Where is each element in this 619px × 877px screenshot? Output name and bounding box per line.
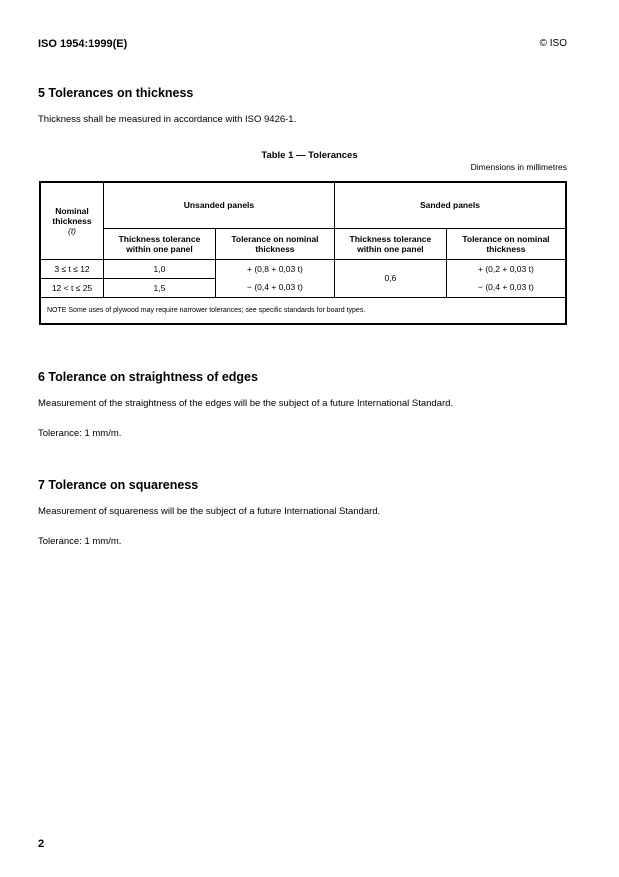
tolerances-table	[39, 181, 567, 325]
section-5-heading: 5 Tolerances on thickness	[38, 86, 194, 100]
header-text: within one panel	[126, 243, 193, 254]
section-6-heading: 6 Tolerance on straightness of edges	[38, 370, 258, 384]
page-number: 2	[38, 838, 45, 850]
sanded-within-cell: 0,6	[334, 259, 446, 297]
table-row	[40, 259, 566, 278]
unsanded-tolerance-minus-cell: − (0,4 + 0,03 t)	[215, 278, 334, 297]
sanded-tolerance-minus-cell: − (0,4 + 0,03 t)	[446, 278, 566, 297]
nominal-thickness-header	[40, 182, 104, 259]
header-text: thickness	[255, 243, 295, 254]
nominal-header-symbol: (t)	[67, 225, 77, 236]
table-dimensions-note: Dimensions in millimetres	[470, 162, 567, 172]
unsanded-tolerance-plus-cell: + (0,8 + 0,03 t)	[215, 259, 334, 278]
document-id: ISO 1954:1999(E)	[38, 38, 128, 50]
nominal-header-line2: thickness	[52, 215, 92, 226]
section-6-text: Measurement of the straightness of the edges will be the subject of a future International Standard.	[38, 398, 454, 409]
sanded-within-panel-header	[334, 228, 446, 259]
section-7-tolerance: Tolerance: 1 mm/m.	[38, 536, 122, 547]
header-text: Tolerance on nominal	[462, 233, 550, 244]
sanded-tolerance-plus-cell: + (0,2 + 0,03 t)	[446, 259, 566, 278]
nominal-header-line1: Nominal	[55, 205, 89, 216]
thickness-range-cell: 12 < t ≤ 25	[40, 278, 104, 297]
sanded-nominal-tolerance-header	[446, 228, 566, 259]
unsanded-panels-header: Unsanded panels	[104, 182, 335, 228]
sanded-panels-header: Sanded panels	[334, 182, 566, 228]
unsanded-within-panel-header	[104, 228, 216, 259]
copyright-notice: © ISO	[539, 38, 567, 49]
header-text: Tolerance on nominal	[231, 233, 319, 244]
header-text: Thickness tolerance	[118, 233, 201, 244]
header-text: thickness	[486, 243, 526, 254]
thickness-range-cell: 3 ≤ t ≤ 12	[40, 259, 104, 278]
table-caption: Table 1 — Tolerances	[261, 150, 358, 161]
table-note: NOTE Some uses of plywood may require narrower tolerances; see specific standards for board types.	[40, 297, 566, 324]
header-text: Thickness tolerance	[349, 233, 432, 244]
section-7-heading: 7 Tolerance on squareness	[38, 478, 199, 492]
unsanded-within-cell: 1,0	[104, 259, 216, 278]
header-text: within one panel	[357, 243, 424, 254]
section-5-text: Thickness shall be measured in accordance with ISO 9426-1.	[38, 114, 297, 125]
section-6-tolerance: Tolerance: 1 mm/m.	[38, 428, 122, 439]
unsanded-nominal-tolerance-header	[215, 228, 334, 259]
section-7-text: Measurement of squareness will be the subject of a future International Standard.	[38, 506, 381, 517]
unsanded-within-cell: 1,5	[104, 278, 216, 297]
table-row	[40, 278, 566, 297]
